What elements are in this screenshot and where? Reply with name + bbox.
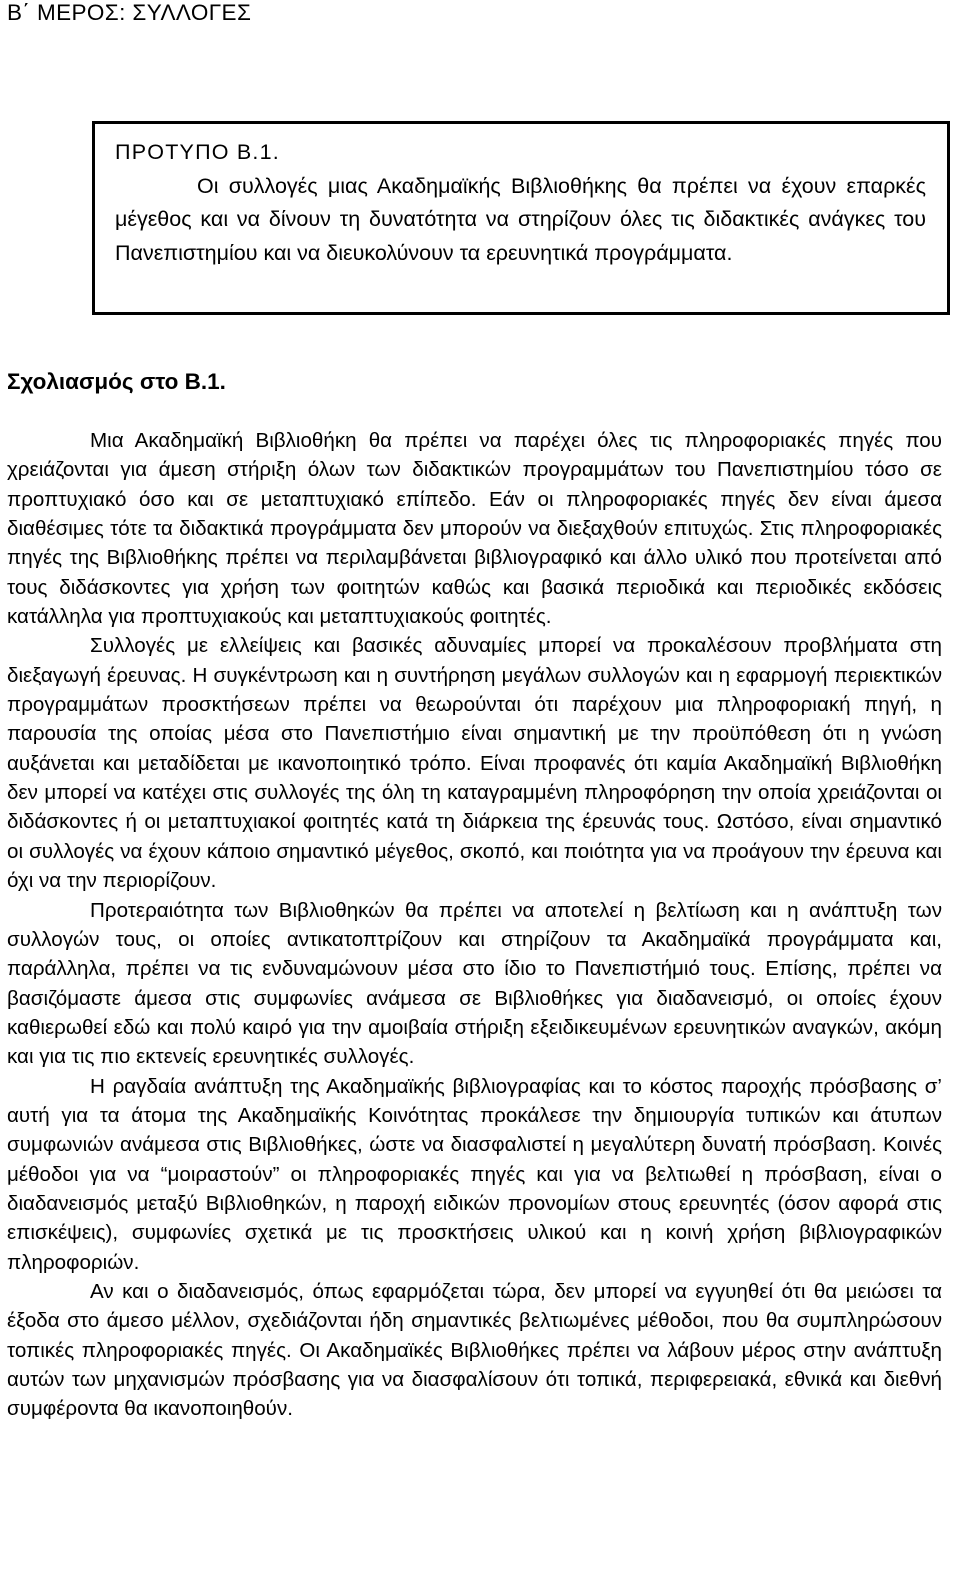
paragraph: Αν και ο διαδανεισμός, όπως εφαρμόζεται τώρα, δεν μπορεί να εγγυηθεί ότι θα μειώσει τα έξοδα στο άμεσο μέλλον, σχεδιάζονται ήδη σημαντικές βελτιωμένες μέθοδοι, που θα συμπληρώσουν τοπικές πληροφοριακές πηγές. Οι Ακαδημαϊκές Βιβλιοθήκες πρέπει να λάβουν μέρος στην ανάπτυξη αυτών των μηχανισμών πρόσβασης για να διασφαλίσουν ότι τοπικά, περιφερειακά, εθνικά και διεθνή συμφέροντα θα ικανοποιηθούν. bbox=[7, 1279, 942, 1421]
standard-box bbox=[92, 121, 950, 315]
paragraph: Η ραγδαία ανάπτυξη της Ακαδημαϊκής βιβλιογραφίας και το κόστος παροχής πρόσβασης σ’ αυτή για τα άτομα της Ακαδημαϊκής Κοινότητας προκάλεσε την δημιουργία τυπικών και άτυπων συμφωνιών ανάμεσα στις Βιβλιοθήκες, ώστε να διασφαλιστεί η μεγαλύτερη δυνατή πρόσβαση. Κοινές μέθοδοι για να “μοιραστούν” οι πληροφοριακές πηγές και για να βελτιωθεί η πρόσβαση, είναι ο διαδανεισμός μεταξύ Βιβλιοθηκών, η παροχή ειδικών προνομίων στους ερευνητές (όσον αφορά στις επισκέψεις), συμφωνίες σχετικά με τις προσκτήσεις υλικού και η κοινή χρήση βιβλιογραφικών πληροφοριών. bbox=[7, 1074, 942, 1274]
section-heading: Β΄ ΜΕΡΟΣ: ΣΥΛΛΟΓΕΣ bbox=[7, 0, 252, 25]
paragraph: Μια Ακαδημαϊκή Βιβλιοθήκη θα πρέπει να παρέχει όλες τις πληροφοριακές πηγές που χρειάζονται για άμεση στήριξη όλων των διδακτικών προγραμμάτων του Πανεπιστημίου τόσο σε προπτυχιακό όσο και σε μεταπτυχιακό επίπεδο. Εάν οι πληροφοριακές πηγές δεν είναι άμεσα διαθέσιμες τότε τα διδακτικά προγράμματα δεν μπορούν να διεξαχθούν επιτυχώς. Στις πληροφοριακές πηγές της Βιβλιοθήκης πρέπει να περιλαμβάνεται βιβλιογραφικό και άλλο υλικό που προτείνεται από τους διδάσκοντες για χρήση των φοιτητών καθώς και βασικά περιοδικά και περιοδικές εκδόσεις κατάλληλα για προπτυχιακούς και μεταπτυχιακούς φοιτητές. bbox=[7, 429, 942, 629]
paragraph: Συλλογές με ελλείψεις και βασικές αδυναμίες μπορεί να προκαλέσουν προβλήματα στη διεξαγωγή έρευνας. Η συγκέντρωση και η συντήρηση μεγάλων συλλογών και η εφαρμογή περιεκτικών προγραμμάτων προσκτήσεων πρέπει να θεωρούνται ότι παρέχουν μια πληροφοριακή πηγή, η παρουσία της οποίας μέσα στο Πανεπιστήμιο είναι σημαντική με την προϋπόθεση ότι η γνώση αυξάνεται και μεταδίδεται με ικανοποιητικό τρόπο. Είναι προφανές ότι καμία Ακαδημαϊκή Βιβλιοθήκη δεν μπορεί να κατέχει στις συλλογές της όλη τη καταγραμμένη πληροφόρηση την οποία χρειάζονται οι διδάσκοντες ή οι μεταπτυχιακοί φοιτητές κατά τη διάρκεια της έρευνάς τους. Ωστόσο, είναι σημαντικό οι συλλογές να έχουν κάποιο σημαντικό μέγεθος, σκοπό, και ποιότητα για να προάγουν την έρευνα και όχι να την περιορίζουν. bbox=[7, 634, 942, 893]
standard-text: Οι συλλογές μιας Ακαδημαϊκής Βιβλιοθήκης θα πρέπει να έχουν επαρκές μέγεθος και να δίνουν τη δυνατότητα να στηρίζουν όλες τις διδακτικές ανάγκες του Πανεπιστημίου και να διευκολύνουν τα ερευνητικά προγράμματα. bbox=[115, 173, 926, 265]
comment-heading: Σχολιασμός στο Β.1. bbox=[7, 369, 226, 394]
comment-body bbox=[7, 426, 942, 1424]
standard-title: ΠΡΟΤΥΠΟ Β.1. bbox=[115, 140, 280, 164]
paragraph: Προτεραιότητα των Βιβλιοθηκών θα πρέπει να αποτελεί η βελτίωση και η ανάπτυξη των συλλογών τους, οι οποίες αντικατοπτρίζουν και στηρίζουν τα Ακαδημαϊκά προγράμματα και, παράλληλα, πρέπει να τις ενδυναμώνουν μέσα στο ίδιο το Πανεπιστήμιό τους. Επίσης, πρέπει να βασιζόμαστε άμεσα στις συμφωνίες ανάμεσα σε Βιβλιοθήκες για διαδανεισμό, οι οποίες έχουν καθιερωθεί εδώ και πολύ καιρό για την αμοιβαία στήριξη εξειδικευμένων ερευνητικών αναγκών, ακόμη και για τις πιο εκτενείς ερευνητικές συλλογές. bbox=[7, 898, 942, 1069]
